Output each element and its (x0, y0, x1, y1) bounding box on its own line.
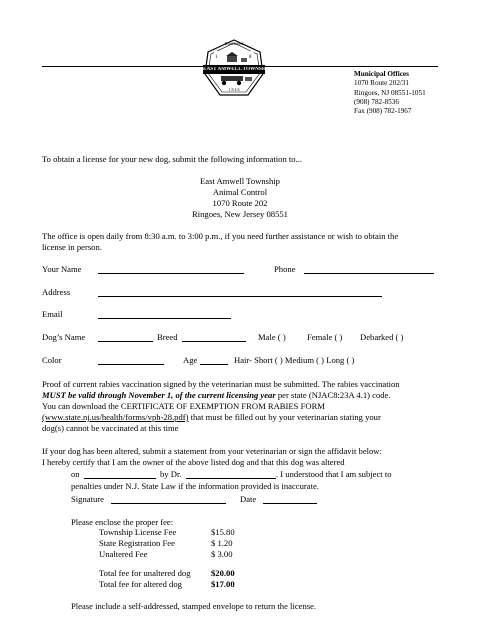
dogs-name-label: Dog’s Name (42, 332, 86, 342)
dogs-name-field[interactable] (98, 332, 153, 342)
fee-amount-state: $ 1.20 (211, 538, 233, 548)
seal-year-right: 8 (249, 55, 252, 60)
mail-to-line3: 1070 Route 202 (212, 198, 268, 208)
by-dr-label: by Dr. (160, 469, 182, 479)
color-label: Color (42, 355, 62, 365)
date-field[interactable] (263, 494, 317, 504)
male-checkbox[interactable]: Male ( ) (258, 332, 286, 342)
rabies-line1: Proof of current rabies vaccination signed by the veterinarian must be submitted. The rabies vaccination (42, 379, 400, 389)
total-label-unaltered: Total fee for unaltered dog (99, 568, 191, 578)
mail-to-line4: Ringoes, New Jersey 08551 (192, 209, 288, 219)
fee-label-state: State Registration Fee (99, 538, 175, 548)
hours-line2: license in person. (42, 242, 102, 252)
offices-address2: Ringoes, NJ 08551-1051 (354, 88, 426, 97)
fee-amount-township: $15.80 (211, 527, 235, 537)
rabies-line5: dog(s) cannot be vaccinated at this time (42, 423, 179, 433)
female-checkbox[interactable]: Female ( ) (307, 332, 343, 342)
your-name-label: Your Name (42, 264, 82, 274)
fees-heading: Please enclose the proper fee: (71, 517, 174, 527)
rabies-line4-text: that must be filled out by your veterinarian stating your (188, 412, 381, 422)
total-amount-altered: $17.00 (211, 579, 235, 589)
rabies-line3: You can download the CERTIFICATE OF EXEMPTION FROM RABIES FORM (42, 401, 325, 411)
mail-to-line1: East Amwell Township (200, 176, 280, 186)
signature-field[interactable] (111, 494, 226, 504)
email-label: Email (42, 309, 63, 319)
header-rule (42, 66, 438, 67)
township-seal-logo (201, 38, 272, 100)
veterinarian-name-field[interactable] (186, 469, 276, 479)
mail-to-line2: Animal Control (212, 187, 268, 197)
altered-line1: If your dog has been altered, submit a statement from your veterinarian or sign the affidavit below: (42, 446, 382, 456)
age-field[interactable] (200, 355, 228, 365)
altered-line2: I hereby certify that I am the owner of the above listed dog and that this dog was altered (42, 457, 345, 467)
offices-title: Municipal Offices (354, 70, 409, 78)
intro-text: To obtain a license for your new dog, submit the following information to... (42, 154, 303, 164)
rabies-code-text: per state (NJAC8:23A 4.1) code. (275, 390, 391, 400)
phone-field[interactable] (304, 264, 434, 274)
email-field[interactable] (98, 309, 231, 319)
breed-field[interactable] (182, 332, 246, 342)
phone-label: Phone (274, 264, 296, 274)
offices-fax: Fax (908) 782-1967 (354, 107, 412, 116)
understood-text: . I understood that I am subject to (276, 469, 392, 479)
total-label-altered: Total fee for altered dog (99, 579, 182, 589)
date-label: Date (240, 494, 257, 504)
altered-on-label: on (71, 469, 80, 479)
signature-label: Signature (71, 494, 104, 504)
rabies-line4 (42, 412, 381, 423)
your-name-field[interactable] (98, 264, 244, 274)
hair-length-options[interactable]: Hair- Short ( ) Medium ( ) Long ( ) (234, 355, 355, 365)
rabies-line2 (42, 390, 391, 401)
penalties-text: penalties under N.J. State Law if the information provided is inaccurate. (71, 481, 319, 491)
fee-amount-unaltered: $ 3.00 (211, 549, 233, 559)
exemption-form-link[interactable]: (www.state.nj.us/health/forms/vph-28.pdf) (42, 412, 189, 422)
fee-label-unaltered: Unaltered Fee (99, 549, 148, 559)
seal-bottom-text: 1 8 4 6 (228, 87, 240, 92)
total-amount-unaltered: $20.00 (211, 568, 235, 578)
offices-address1: 1070 Route 202/31 (354, 79, 410, 88)
altered-date-field[interactable] (84, 469, 156, 479)
closing-note: Please include a self-addressed, stamped envelope to return the license. (71, 601, 317, 611)
address-field[interactable] (98, 287, 382, 297)
color-field[interactable] (98, 355, 164, 365)
fee-label-township: Township License Fee (99, 527, 177, 537)
age-label: Age (183, 355, 198, 365)
seal-top-text: Established (224, 41, 244, 46)
address-label: Address (42, 287, 71, 297)
rabies-deadline-emphasis: MUST be valid through November 1, of the current licensing year (42, 390, 276, 400)
offices-phone: (908) 782-8536 (354, 97, 399, 106)
hours-line1: The office is open daily from 8:30 a.m. to 3:00 p.m., if you need further assistance or wish to obtain the (42, 231, 399, 241)
seal-year-left: 1 (215, 55, 218, 60)
seal-banner-text: EAST AMWELL TOWNSHIP (203, 66, 272, 72)
debarked-checkbox[interactable]: Debarked ( ) (360, 332, 404, 342)
breed-label: Breed (157, 332, 178, 342)
